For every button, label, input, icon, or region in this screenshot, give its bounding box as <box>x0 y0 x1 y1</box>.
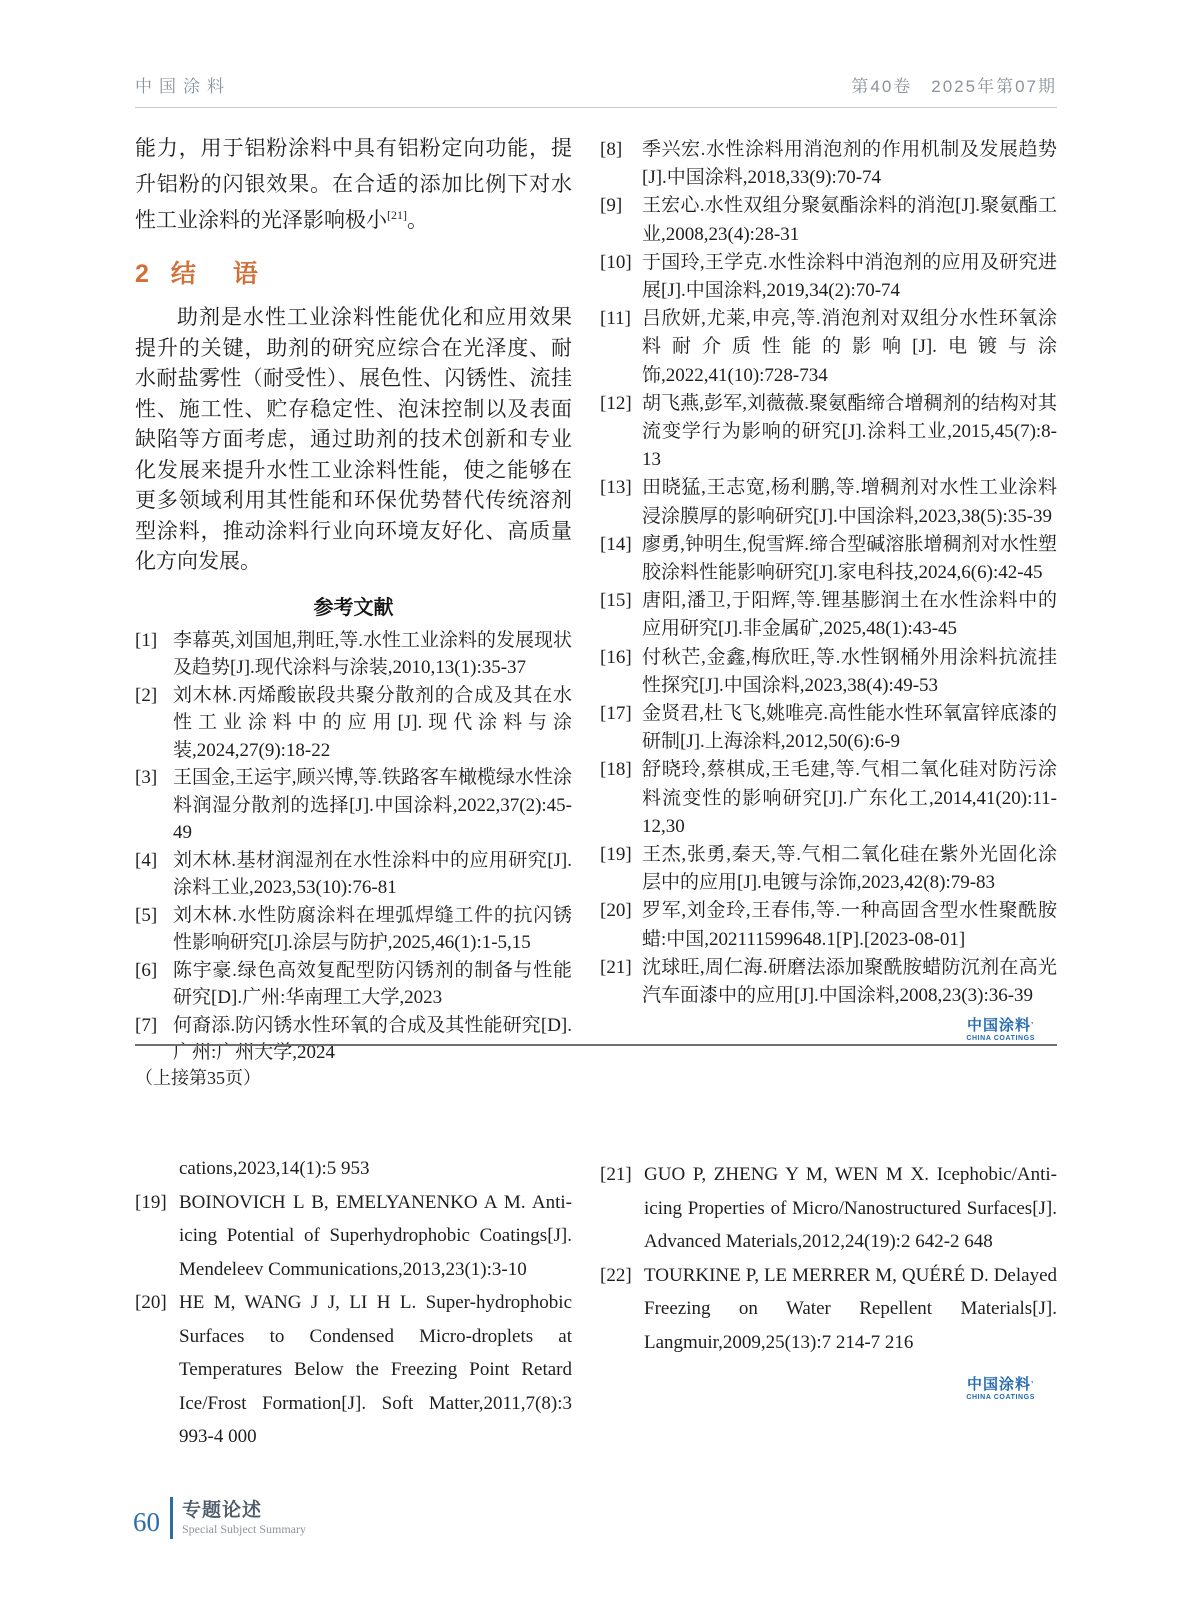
page-footer <box>133 1497 306 1539</box>
issue-info: 第40卷 2025年第07期 <box>851 77 1057 96</box>
reference-text: 王杰,张勇,秦天,等.气相二氧化硅在紫外光固化涂层中的应用[J].电镀与涂饰,2023,42(8):79-83 <box>642 844 1057 894</box>
reference-item <box>600 474 1057 530</box>
footer-divider-bar <box>170 1497 173 1539</box>
reference-item <box>600 305 1057 390</box>
bottom-right-column <box>600 1152 1057 1454</box>
reference-item <box>135 627 572 682</box>
citation-superscript: [21] <box>387 208 407 222</box>
reference-number: [20] <box>135 1292 167 1313</box>
conclusion-paragraph: 助剂是水性工业涂料性能优化和应用效果提升的关键，助剂的研究应综合在光泽度、耐水耐盐雾性（耐受性）、展色性、闪锈性、流挂性、施工性、贮存稳定性、泡沫控制以及表面缺陷等方面考虑，通过助剂的技术创新和专业化发展来提升水性工业涂料性能，使之能够在更多领域利用其性能和环保优势替代传统溶剂型涂料，推动涂料行业向环境友好化、高质量化方向发展。 <box>135 305 572 573</box>
reference-text: 罗军,刘金玲,王春伟,等.一种高固含型水性聚酰胺蜡:中国,202111599648.1[P].[2023-08-01] <box>642 900 1057 950</box>
section-heading <box>135 254 572 290</box>
reference-text: 何裔添.防闪锈水性环氧的合成及其性能研究[D].广州:广州大学,2024 <box>173 1014 572 1063</box>
footer-section-labels <box>182 1500 306 1537</box>
reference-item <box>600 756 1057 841</box>
reference-number: [21] <box>600 956 632 978</box>
china-coatings-logo <box>966 1377 1035 1402</box>
reference-number: [1] <box>135 629 158 651</box>
reference-text: TOURKINE P, LE MERRER M, QUÉRÉ D. Delayed Freezing on Water Repellent Materials[J]. Langmuir,2009,25(13):7 214-7 216 <box>644 1264 1057 1353</box>
continued-content <box>135 1152 1057 1454</box>
reference-number: [6] <box>135 959 158 981</box>
reference-item <box>135 682 572 765</box>
reference-number <box>135 1152 179 1186</box>
reference-number: [19] <box>135 1191 167 1213</box>
reference-number: [7] <box>135 1014 158 1036</box>
footer-section-english: Special Subject Summary <box>182 1521 306 1536</box>
page-number: 60 <box>133 1506 160 1537</box>
reference-text: 舒晓玲,蔡棋成,王毛建,等.气相二氧化硅对防污涂料流变性的影响研究[J].广东化工,2014,41(20):11-12,30 <box>642 759 1057 837</box>
reference-item <box>600 587 1057 643</box>
reference-number: [5] <box>135 904 158 926</box>
reference-item <box>600 192 1057 248</box>
reference-item <box>600 1158 1057 1259</box>
reference-number: [17] <box>600 703 632 725</box>
reference-number: [16] <box>600 646 632 668</box>
reference-number: [19] <box>600 844 632 866</box>
reference-number: [20] <box>600 900 632 922</box>
reference-item <box>135 1286 572 1454</box>
intro-paragraph <box>135 130 572 238</box>
references-heading: 参考文献 <box>313 596 394 619</box>
reference-item <box>600 644 1057 700</box>
reference-item <box>600 897 1057 953</box>
journal-name: 中国涂料 <box>135 77 231 96</box>
reference-number: [15] <box>600 590 632 612</box>
reference-text: 付秋芒,金鑫,梅欣旺,等.水性钢桶外用涂料抗流挂性探究[J].中国涂料,2023,38(4):49-53 <box>642 646 1057 696</box>
section-number: 2 <box>135 260 149 288</box>
reference-number: [4] <box>135 849 158 871</box>
reference-text: 王宏心.水性双组分聚氨酯涂料的消泡[J].聚氨酯工业,2008,23(4):28-31 <box>642 195 1057 245</box>
reference-number: [10] <box>600 251 632 273</box>
reference-item <box>135 902 572 957</box>
reference-number: [11] <box>600 308 631 330</box>
reference-text: 季兴宏.水性涂料用消泡剂的作用机制及发展趋势[J].中国涂料,2018,33(9):70-74 <box>642 139 1057 189</box>
logo-english-text: CHINA COATINGS <box>966 1394 1035 1401</box>
reference-number: [22] <box>600 1264 632 1286</box>
continued-from-note: （上接第35页） <box>135 1068 261 1088</box>
reference-text: 李幕英,刘国旭,荆旺,等.水性工业涂料的发展现状及趋势[J].现代涂料与涂装,2010,13(1):35-37 <box>173 629 573 678</box>
reference-text: 王国金,王运宇,顾兴博,等.铁路客车橄榄绿水性涂料润湿分散剂的选择[J].中国涂料,2022,37(2):45-49 <box>173 767 573 843</box>
reference-item <box>600 1259 1057 1360</box>
reference-number: [3] <box>135 767 158 788</box>
reference-text: 于国玲,王学克.水性涂料中消泡剂的应用及研究进展[J].中国涂料,2019,34(2):70-74 <box>642 251 1057 302</box>
reference-item <box>600 136 1057 192</box>
logo-row <box>600 1377 1057 1402</box>
logo-mark-icon: ’ <box>1031 1380 1035 1389</box>
reference-item <box>600 390 1057 475</box>
reference-text: 田晓猛,王志宽,杨利鹏,等.增稠剂对水性工业涂料浸涂膜厚的影响研究[J].中国涂料,2023,38(5):35-39 <box>642 477 1057 527</box>
reference-text: 廖勇,钟明生,倪雪辉.缔合型碱溶胀增稠剂对水性塑胶涂料性能影响研究[J].家电科技,2024,6(6):42-45 <box>642 533 1057 584</box>
logo-mark-icon: ’ <box>1031 1021 1035 1031</box>
reference-item <box>600 841 1057 897</box>
reference-item <box>135 957 572 1012</box>
reference-number: [9] <box>600 195 623 217</box>
reference-item <box>135 1012 572 1067</box>
reference-text: GUO P, ZHENG Y M, WEN M X. Icephobic/Anti-icing Properties of Micro/Nanostructured Surfaces[J]. Advanced Materials,2012,24(19):2 642-2 648 <box>644 1164 1057 1252</box>
logo-chinese-text: 中国涂料’ <box>967 1376 1035 1393</box>
reference-text: 胡飞燕,彭军,刘薇薇.聚氨酯缔合增稠剂的结构对其流变学行为影响的研究[J].涂料工业,2015,45(7):8-13 <box>642 392 1057 471</box>
reference-text: 刘木林.基材润湿剂在水性涂料中的应用研究[J].涂料工业,2023,53(10):76-81 <box>173 849 572 898</box>
reference-number: [8] <box>600 139 623 160</box>
section-divider <box>135 1044 1057 1046</box>
reference-number: [14] <box>600 533 632 555</box>
reference-text: HE M, WANG J J, LI H L. Super-hydrophobic Surfaces to Condensed Micro-droplets at Temperatures Below the Freezing Point Retard Ice/Frost Formation[J]. Soft Matter,2011,7(8):3 993-4 000 <box>179 1292 572 1447</box>
page-header <box>135 72 1057 108</box>
reference-text: 刘木林.水性防腐涂料在埋弧焊缝工件的抗闪锈性影响研究[J].涂层与防护,2025,46(1):1-5,15 <box>173 904 572 953</box>
reference-text: 金贤君,杜飞飞,姚唯亮.高性能水性环氧富锌底漆的研制[J].上海涂料,2012,50(6):6-9 <box>642 703 1057 753</box>
reference-item <box>600 249 1057 305</box>
reference-item <box>135 1152 572 1186</box>
reference-item <box>135 847 572 902</box>
reference-number: [2] <box>135 684 158 706</box>
reference-item <box>135 764 572 847</box>
reference-text: 吕欣妍,尤莱,申亮,等.消泡剂对双组分水性环氧涂料耐介质性能的影响[J].电镀与涂饰,2022,41(10):728-734 <box>642 308 1057 386</box>
reference-text: 沈球旺,周仁海.研磨法添加聚酰胺蜡防沉剂在高光汽车面漆中的应用[J].中国涂料,2008,23(3):36-39 <box>642 956 1057 1007</box>
reference-item <box>600 531 1057 587</box>
reference-text: 陈宇豪.绿色高效复配型防闪锈剂的制备与性能研究[D].广州:华南理工大学,2023 <box>173 959 572 1008</box>
reference-text: cations,2023,14(1):5 953 <box>179 1158 370 1179</box>
reference-number: [12] <box>600 392 632 414</box>
intro-text: 能力，用于铝粉涂料中具有铝粉定向功能，提升铝粉的闪银效果。在合适的添加比例下对水性工业涂料的光泽影响极小 <box>135 136 572 232</box>
logo-english-text: CHINA COATINGS <box>966 1035 1035 1043</box>
logo-row <box>600 1018 1057 1043</box>
reference-number: [13] <box>600 477 632 499</box>
reference-number: [21] <box>600 1164 632 1185</box>
reference-text: 刘木林.丙烯酸嵌段共聚分散剂的合成及其在水性工业涂料中的应用[J].现代涂料与涂装,2024,27(9):18-22 <box>173 684 572 761</box>
reference-number: [18] <box>600 759 632 781</box>
reference-text: BOINOVICH L B, EMELYANENKO A M. Anti-icing Potential of Superhydrophobic Coatings[J]. Mendeleev Communications,2013,23(1):3-10 <box>179 1191 572 1280</box>
bottom-left-column <box>135 1152 572 1454</box>
section-title: 结 语 <box>170 260 264 288</box>
reference-item <box>600 700 1057 756</box>
intro-tail: 。 <box>407 208 428 232</box>
reference-item <box>135 1186 572 1287</box>
left-column <box>135 130 572 1067</box>
footer-section-chinese: 专题论述 <box>182 1499 263 1521</box>
right-column <box>600 130 1057 1067</box>
logo-chinese-text: 中国涂料’ <box>967 1017 1035 1035</box>
reference-item <box>600 954 1057 1010</box>
main-content <box>135 130 1057 1067</box>
china-coatings-logo <box>966 1018 1035 1043</box>
reference-text: 唐阳,潘卫,于阳辉,等.锂基膨润土在水性涂料中的应用研究[J].非金属矿,2025,48(1):43-45 <box>642 590 1057 640</box>
